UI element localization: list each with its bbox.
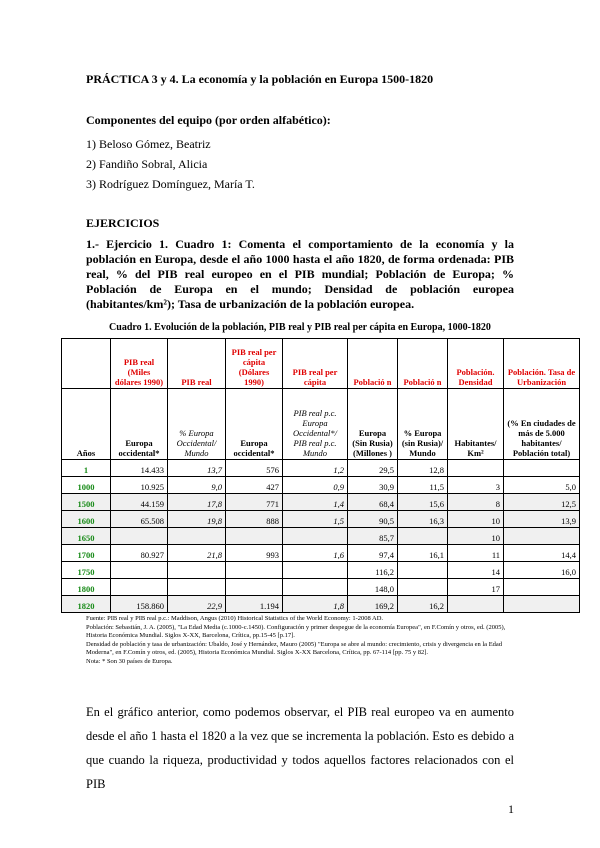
value-cell — [226, 562, 283, 579]
year-cell: 1000 — [62, 477, 111, 494]
value-cell: 14 — [448, 562, 504, 579]
exercise-1-text: 1.- Ejercicio 1. Cuadro 1: Comenta el comportamiento de la economía y la población en Europa, desde el año 1000 hasta el año 1820, de forma ordenada: PIB real, % del PIB real europeo en el PIB mundial; Población de Europa; % Población de Europa en el mundo; Densidad de población europea (habitantes/km²); Tasa de urbanización de la población europea. — [86, 237, 514, 311]
value-cell: 16,1 — [398, 545, 448, 562]
value-cell: 16,2 — [398, 596, 448, 613]
year-cell: 1750 — [62, 562, 111, 579]
year-cell: 1600 — [62, 511, 111, 528]
value-cell: 90,5 — [348, 511, 398, 528]
page-title: PRÁCTICA 3 y 4. La economía y la población en Europa 1500-1820 — [86, 72, 434, 86]
value-cell — [168, 528, 226, 545]
body-paragraph: En el gráfico anterior, como podemos observar, el PIB real europeo va en aumento desde el año 1 hasta el 1820 a la vez que se incrementa la población. Esto es debido a que cuando la riqueza, productividad y todos aquellos factores relacionados con el PIB — [86, 705, 514, 791]
value-cell — [283, 562, 348, 579]
subheader-cell: PIB real p.c. Europa Occidental*/ PIB real p.c. Mundo — [283, 389, 348, 460]
value-cell: 888 — [226, 511, 283, 528]
member-1: 1) Beloso Gómez, Beatriz — [86, 137, 211, 151]
value-cell — [226, 528, 283, 545]
header-cell: PIB real per cápita (Dólares 1990) — [226, 339, 283, 389]
value-cell: 3 — [448, 477, 504, 494]
value-cell: 1.194 — [226, 596, 283, 613]
value-cell: 29,5 — [348, 460, 398, 477]
year-cell: 1650 — [62, 528, 111, 545]
value-cell — [168, 579, 226, 596]
source-pib: Fuente: PIB real y PIB real p.c.: Maddison, Angus (2010) Historical Statistics of the World Economy: 1-2008 AD. — [86, 615, 384, 622]
table-row — [62, 596, 580, 613]
value-cell — [448, 596, 504, 613]
table-row — [62, 460, 580, 477]
value-cell: 1,4 — [283, 494, 348, 511]
value-cell: 10.925 — [111, 477, 168, 494]
table-row — [62, 477, 580, 494]
value-cell: 1,5 — [283, 511, 348, 528]
value-cell — [283, 579, 348, 596]
value-cell — [111, 562, 168, 579]
value-cell: 13,7 — [168, 460, 226, 477]
year-cell: 1820 — [62, 596, 111, 613]
value-cell — [398, 562, 448, 579]
value-cell: 427 — [226, 477, 283, 494]
value-cell: 576 — [226, 460, 283, 477]
value-cell — [398, 579, 448, 596]
value-cell: 12,5 — [504, 494, 580, 511]
value-cell — [168, 562, 226, 579]
value-cell — [504, 460, 580, 477]
value-cell — [111, 579, 168, 596]
value-cell: 9,0 — [168, 477, 226, 494]
year-cell: 1500 — [62, 494, 111, 511]
value-cell: 21,8 — [168, 545, 226, 562]
value-cell: 10 — [448, 511, 504, 528]
value-cell: 116,2 — [348, 562, 398, 579]
page-number: 1 — [508, 802, 514, 816]
table-row — [62, 545, 580, 562]
value-cell: 11 — [448, 545, 504, 562]
table-sources — [86, 615, 526, 666]
value-cell: 10 — [448, 528, 504, 545]
value-cell — [398, 528, 448, 545]
value-cell: 993 — [226, 545, 283, 562]
value-cell: 16,3 — [398, 511, 448, 528]
value-cell: 13,9 — [504, 511, 580, 528]
table-caption: Cuadro 1. Evolución de la población, PIB real y PIB real per cápita en Europa, 1000-1820 — [109, 322, 491, 333]
value-cell: 15,6 — [398, 494, 448, 511]
table-row — [62, 494, 580, 511]
table-row — [62, 511, 580, 528]
header-cell — [62, 339, 111, 389]
value-cell: 97,4 — [348, 545, 398, 562]
value-cell: 16,0 — [504, 562, 580, 579]
year-cell: 1800 — [62, 579, 111, 596]
value-cell: 44.159 — [111, 494, 168, 511]
exercises-heading: EJERCICIOS — [86, 216, 160, 230]
subheader-cell: Años — [62, 389, 111, 460]
value-cell — [504, 596, 580, 613]
value-cell: 1,6 — [283, 545, 348, 562]
value-cell — [226, 579, 283, 596]
header-row — [62, 339, 580, 389]
member-2: 2) Fandiño Sobral, Alicia — [86, 157, 208, 171]
value-cell: 68,4 — [348, 494, 398, 511]
subheader-cell: Habitantes/ Km² — [448, 389, 504, 460]
header-cell: Població n — [348, 339, 398, 389]
value-cell — [283, 528, 348, 545]
subheader-cell: % Europa (sin Rusia)/ Mundo — [398, 389, 448, 460]
year-cell: 1 — [62, 460, 111, 477]
value-cell: 5,0 — [504, 477, 580, 494]
data-table — [61, 338, 580, 613]
header-cell: Población. Tasa de Urbanización — [504, 339, 580, 389]
header-cell: PIB real — [168, 339, 226, 389]
source-densidad: Densidad de población y tasa de urbanización: Ubaldo, José y Hernández, Mauro (2005) "Europa se abre al mundo: crecimiento, crisis y divergencia en la Edad Moderna", en F.Comín y otros, ed. (2005), Historia Económica Mundial. Siglos X-XX Barcelona, Crítica, pp. 67-114 [pp. 75 y 82]. — [86, 640, 503, 656]
value-cell: 19,8 — [168, 511, 226, 528]
value-cell: 14.433 — [111, 460, 168, 477]
value-cell: 14,4 — [504, 545, 580, 562]
value-cell: 12,8 — [398, 460, 448, 477]
subheader-cell: (% En ciudades de más de 5.000 habitantes/ Población total) — [504, 389, 580, 460]
value-cell: 1,8 — [283, 596, 348, 613]
subheader-cell: Europa (Sin Rusia) (Millones ) — [348, 389, 398, 460]
team-heading: Componentes del equipo (por orden alfabético): — [86, 113, 331, 127]
subheader-cell: Europa occidental* — [226, 389, 283, 460]
value-cell: 17 — [448, 579, 504, 596]
member-3: 3) Rodríguez Domínguez, María T. — [86, 177, 255, 191]
subheader-cell: % Europa Occidental/ Mundo — [168, 389, 226, 460]
table-row — [62, 528, 580, 545]
subheader-cell: Europa occidental* — [111, 389, 168, 460]
value-cell: 80.927 — [111, 545, 168, 562]
value-cell — [504, 579, 580, 596]
header-cell: Población. Densidad — [448, 339, 504, 389]
table-row — [62, 579, 580, 596]
value-cell — [504, 528, 580, 545]
value-cell: 11,5 — [398, 477, 448, 494]
value-cell: 0,9 — [283, 477, 348, 494]
value-cell: 17,8 — [168, 494, 226, 511]
value-cell: 148,0 — [348, 579, 398, 596]
value-cell: 158.860 — [111, 596, 168, 613]
source-poblacion: Población: Sebastián, J. A. (2005), "La Edad Media (c.1000-c.1450). Configuración y primer despegue de la economía Europea", en F.Comín y otros, ed. (2005), Historia Económica Mundial. Siglos X-XX, Barcelona, Crítica, pp.15-45 [p.17]. — [86, 623, 506, 639]
value-cell: 85,7 — [348, 528, 398, 545]
value-cell: 22,9 — [168, 596, 226, 613]
value-cell: 1,2 — [283, 460, 348, 477]
table-row — [62, 562, 580, 579]
table-note: Nota: * Son 30 países de Europa. — [86, 657, 173, 665]
value-cell — [111, 528, 168, 545]
subheader-row — [62, 389, 580, 460]
value-cell — [448, 460, 504, 477]
value-cell: 771 — [226, 494, 283, 511]
value-cell: 8 — [448, 494, 504, 511]
header-cell: PIB real per cápita — [283, 339, 348, 389]
value-cell: 169,2 — [348, 596, 398, 613]
header-cell: Població n — [398, 339, 448, 389]
value-cell: 65.508 — [111, 511, 168, 528]
header-cell: PIB real (Miles dólares 1990) — [111, 339, 168, 389]
year-cell: 1700 — [62, 545, 111, 562]
value-cell: 30,9 — [348, 477, 398, 494]
